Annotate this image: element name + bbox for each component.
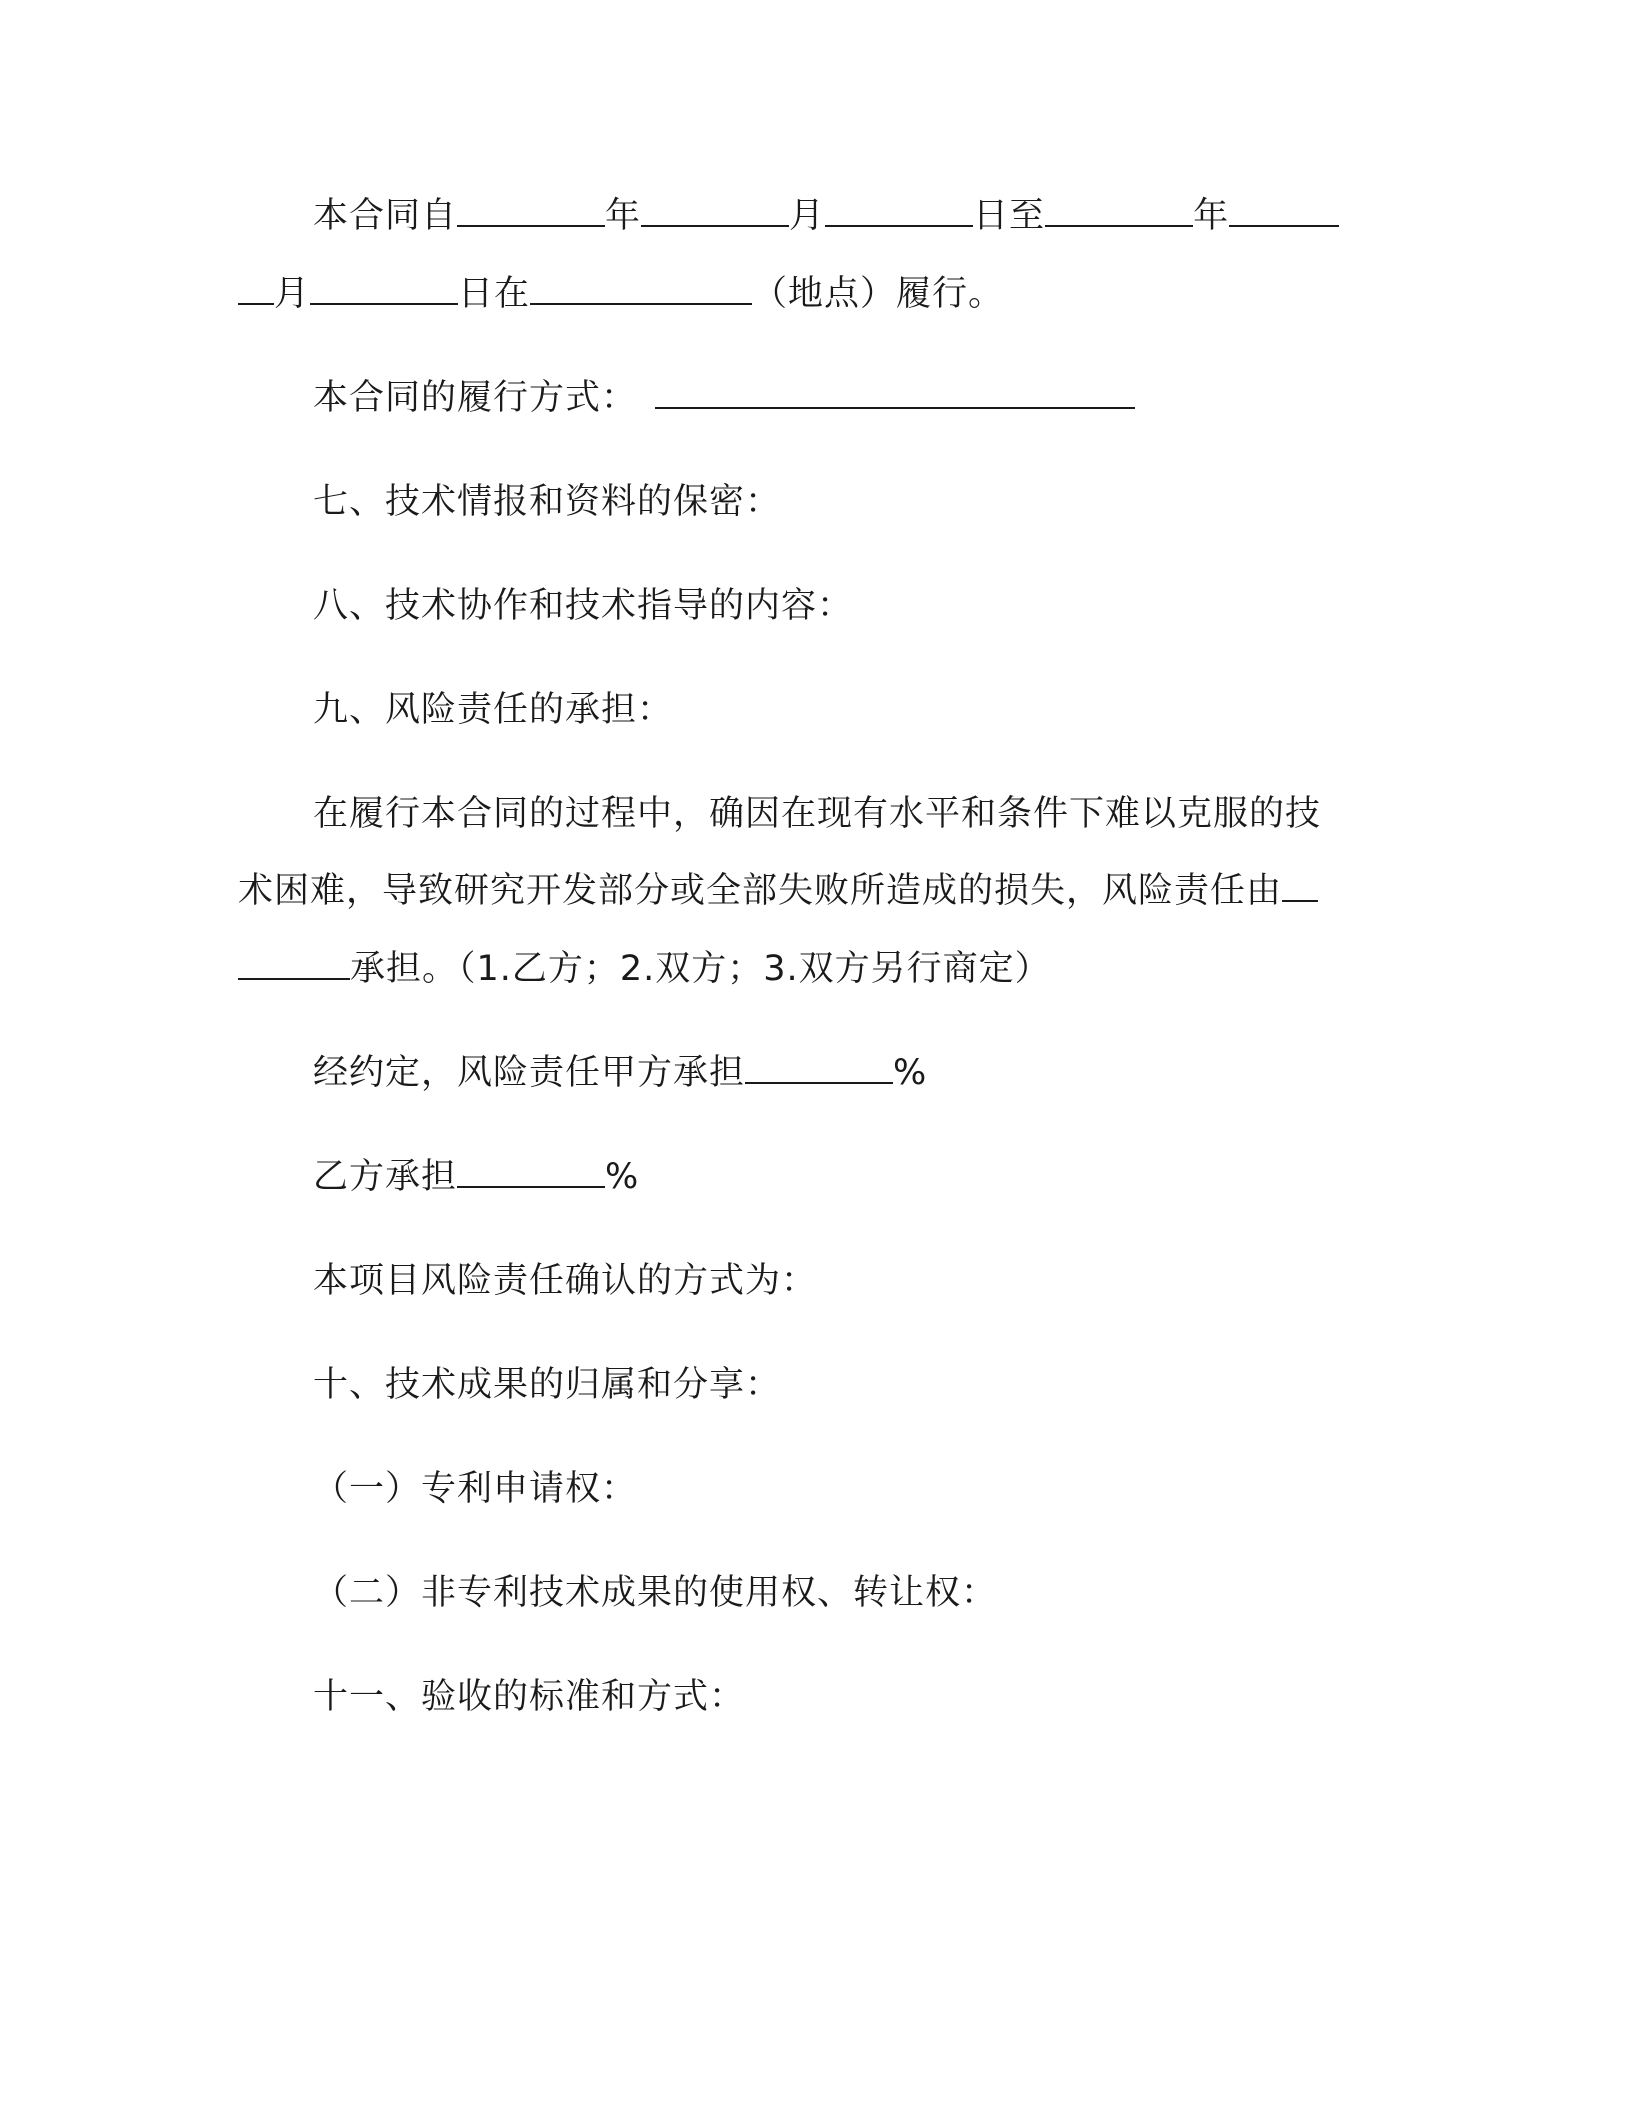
period-month-2: 月 [274, 274, 311, 314]
section-7-heading: 七、技术情报和资料的保密： [313, 482, 782, 522]
agreed-party-b-line [313, 1153, 639, 1201]
blank-party-a-percent[interactable] [745, 1052, 893, 1084]
agreed-party-b-label: 乙方承担 [313, 1157, 458, 1197]
risk-paragraph-line-2 [238, 867, 1318, 915]
blank-location[interactable] [530, 273, 752, 305]
period-day-to: 日至 [973, 196, 1046, 236]
period-prefix: 本合同自 [313, 196, 458, 236]
blank-risk-party-part2[interactable] [238, 948, 350, 980]
period-year-2: 年 [1193, 196, 1230, 236]
period-day-at: 日在 [458, 274, 531, 314]
risk-paragraph-line-1: 在履行本合同的过程中，确因在现有水平和条件下难以克服的技 [313, 794, 1322, 834]
party-b-percent-sign: % [605, 1157, 640, 1197]
method-label: 本合同的履行方式： [313, 378, 638, 418]
risk-paragraph-line-2-text: 术困难，导致研究开发部分或全部失败所造成的损失，风险责任由 [238, 871, 1283, 911]
blank-month-start[interactable] [641, 195, 789, 227]
section-10-sub-2: （二）非专利技术成果的使用权、转让权： [313, 1573, 998, 1613]
period-month-1: 月 [789, 196, 826, 236]
risk-paragraph-line-3-text: 承担。（1.乙方；2.双方；3.双方另行商定） [350, 949, 1051, 989]
period-line-2 [238, 270, 1004, 318]
section-11-heading: 十一、验收的标准和方式： [313, 1677, 746, 1717]
blank-month-end-part2[interactable] [238, 273, 274, 305]
section-10-heading: 十、技术成果的归属和分享： [313, 1365, 782, 1405]
section-10-sub-1: （一）专利申请权： [313, 1469, 638, 1509]
blank-year-end[interactable] [1045, 195, 1193, 227]
blank-risk-party-part1[interactable] [1282, 870, 1318, 902]
blank-day-end[interactable] [310, 273, 458, 305]
method-line [313, 374, 1135, 422]
blank-party-b-percent[interactable] [457, 1156, 605, 1188]
period-suffix: （地点）履行。 [752, 274, 1005, 314]
blank-day-start[interactable] [825, 195, 973, 227]
agreed-party-a-label: 经约定，风险责任甲方承担 [313, 1053, 746, 1093]
period-line-1 [313, 192, 1339, 240]
risk-paragraph-line-3 [238, 945, 1051, 993]
section-8-heading: 八、技术协作和技术指导的内容： [313, 586, 854, 626]
party-a-percent-sign: % [893, 1053, 928, 1093]
section-9-heading: 九、风险责任的承担： [313, 690, 674, 730]
confirm-method-line: 本项目风险责任确认的方式为： [313, 1261, 818, 1301]
blank-method[interactable] [655, 377, 1135, 409]
blank-year-start[interactable] [457, 195, 605, 227]
period-year-1: 年 [605, 196, 642, 236]
blank-month-end-part1[interactable] [1229, 195, 1339, 227]
agreed-party-a-line [313, 1049, 927, 1097]
